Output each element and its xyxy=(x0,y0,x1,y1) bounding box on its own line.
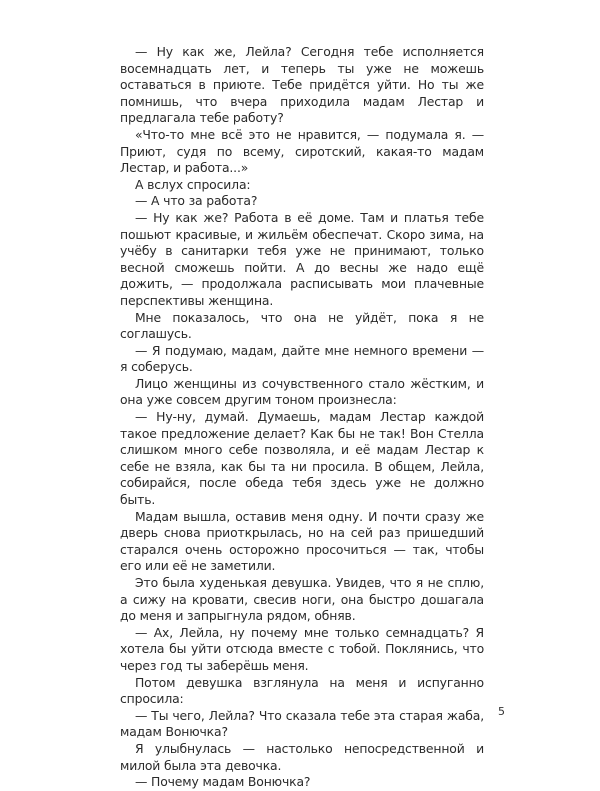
paragraph: — Ну-ну, думай. Думаешь, мадам Лестар каждой такое предложение делает? Как бы не так! Вон Стелла слишком много себе позволяла, и её мадам Лестар к себе не взяла, как бы та ни просила. В общем, Лейла, собирайся, после обеда тебя здесь уже не должно быть. xyxy=(120,409,484,508)
paragraph: — Почему мадам Вонючка? xyxy=(135,774,311,790)
paragraph: — Ах, Лейла, ну почему мне только семнадцать? Я хотела бы уйти отсюда вместе с тобой. Поклянись, что через год ты заберёшь меня. xyxy=(120,624,484,673)
paragraph: Потом девушка взглянула на меня и испуганно спросила: xyxy=(120,674,484,707)
body-text xyxy=(120,44,484,791)
paragraph: — Ну как же? Работа в её доме. Там и платья тебе пошьют красивые, и жильём обеспечат. Скоро зима, на учёбу в санитарки тебя уже не принимают, только весной сможешь пойти. А до весны же надо ещё дожить, — продолжала расписывать мои плачевные перспективы женщина. xyxy=(120,209,484,308)
paragraph: Я улыбнулась — настолько непосредственной и милой была эта девочка. xyxy=(120,740,484,773)
paragraph: — Я подумаю, мадам, дайте мне немного времени — я соберусь. xyxy=(120,342,484,375)
paragraph: — А что за работа? xyxy=(135,193,258,209)
paragraph: Мадам вышла, оставив меня одну. И почти сразу же дверь снова приоткрылась, но на сей раз пришедший старался очень осторожно просочиться — так, чтобы его или её не заметили. xyxy=(120,508,484,574)
paragraph: — Ты чего, Лейла? Что сказала тебе эта старая жаба, мадам Вонючка? xyxy=(120,707,484,740)
paragraph: Лицо женщины из сочувственного стало жёстким, и она уже совсем другим тоном произнесла: xyxy=(120,375,484,408)
paragraph: А вслух спросила: xyxy=(135,176,251,192)
paragraph: — Ну как же, Лейла? Сегодня тебе исполняется восемнадцать лет, и теперь ты уже не можешь оставаться в приюте. Тебе придётся уйти. Но ты же помнишь, что вчера приходила мадам Лестар и предлагала тебе работу? xyxy=(120,44,484,126)
paragraph: Мне показалось, что она не уйдёт, пока я не соглашусь. xyxy=(120,309,484,342)
paragraph: Это была худенькая девушка. Увидев, что я не сплю, а сижу на кровати, свесив ноги, она быстро дошагала до меня и запрыгнула рядом, обняв. xyxy=(120,575,484,624)
page-number: 5 xyxy=(498,705,505,718)
paragraph: «Что-то мне всё это не нравится, — подумала я. — Приют, судя по всему, сиротский, какая-то мадам Лестар, и работа...» xyxy=(120,126,484,176)
